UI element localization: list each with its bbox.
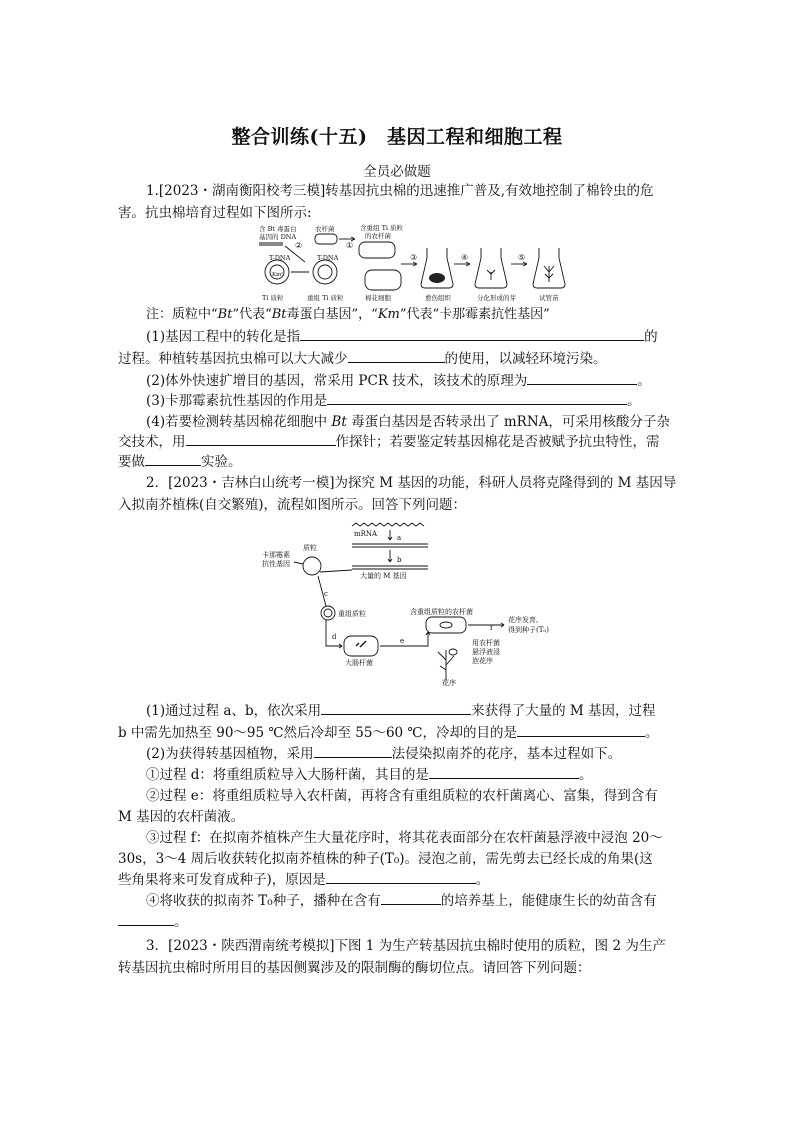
q1-part-1-line-2 xyxy=(118,348,678,370)
q2-fig-b: b xyxy=(397,556,402,564)
q2-fig-big-m: 大量的 M 基因 xyxy=(360,572,407,580)
q1-part-1-end: 的 xyxy=(644,329,658,345)
q1-cotton-cultivation-diagram xyxy=(255,222,595,304)
q2-fig-dip-2: 悬浮液浸 xyxy=(472,648,500,656)
q2-part-1-line-1 xyxy=(146,700,678,722)
q2-part-1-end: 来获得了大量的 M 基因，过程 xyxy=(471,703,656,719)
q1-fig-dna-label-2: 基因的 DNA xyxy=(259,233,297,241)
answer-blank[interactable] xyxy=(429,764,579,779)
answer-blank[interactable] xyxy=(118,911,174,926)
q1-fig-dna-label-1: 含 Bt 毒蛋白 xyxy=(259,225,297,233)
q1-part-1-prompt: (1)基因工程中的转化是指 xyxy=(146,329,301,345)
q1-fig-tdna-2: T-DNA xyxy=(317,254,339,262)
q1-fig-step-2: ② xyxy=(295,241,303,250)
q1-note-km: Km xyxy=(377,307,400,322)
q1-fig-recomb-agro-1: 含重组 Ti 质粒 xyxy=(360,224,404,232)
q2-step-f-prompt: 些角果将来可发育成种子)，原因是 xyxy=(118,872,326,888)
q2-step-4-line-1 xyxy=(146,890,678,912)
q2-part-1-end-2: 。 xyxy=(645,725,659,741)
q1-part-1-line-1 xyxy=(146,326,678,348)
q2-step-d xyxy=(146,764,678,786)
q2-fig-recomb: 重组质粒 xyxy=(338,610,366,618)
q1-fig-step-4: ④ xyxy=(461,253,469,262)
q2-part-2-end: 法侵染拟南芥的花序，基本过程如下。 xyxy=(391,746,622,762)
q1-part-4-line-2 xyxy=(118,431,678,453)
q1-note-part-b: ”代表“ xyxy=(232,307,272,322)
q1-note-part-d: ”代表“卡那霉素抗性基因” xyxy=(399,307,550,322)
q2-fig-a: a xyxy=(397,534,402,542)
q1-fig-recomb-agro-2: 的农杆菌 xyxy=(365,232,391,240)
q2-step-4-end: 。 xyxy=(174,914,188,930)
answer-blank[interactable] xyxy=(381,890,441,905)
q1-part-4-prompt: (4)若要检测转基因棉花细胞中 xyxy=(146,414,332,430)
q1-fig-tdna-1: T-DNA xyxy=(269,254,291,262)
q1-part-4-bt: Bt xyxy=(331,414,347,430)
q1-part-4-rest: 毒蛋白基因是否转录出了 mRNA，可采用核酸分子杂 xyxy=(346,414,670,430)
q1-part-2 xyxy=(146,370,678,392)
q1-fig-step-5: ⑤ xyxy=(518,253,526,262)
q2-step-e-line-1: ②过程 e：将重组质粒导入农杆菌，再将含有重组质粒的农杆菌离心、富集，得到含有 xyxy=(146,788,658,804)
answer-blank[interactable] xyxy=(527,370,637,385)
q2-part-1-line-2 xyxy=(118,722,678,744)
answer-blank[interactable] xyxy=(300,326,644,341)
q2-step-f-line-1: ③过程 f：在拟南芥植株产生大量花序时，将其花表面部分在农杆菌悬浮液中浸泡 20～ xyxy=(146,830,663,846)
q1-part-4-prompt-2: 交技术，用 xyxy=(118,434,186,450)
q2-fig-d: d xyxy=(332,633,337,641)
q1-part-1-end-2: 的使用，以减轻环境污染。 xyxy=(444,351,607,367)
q1-fig-cap-callus: 愈伤组织 xyxy=(425,294,451,302)
q2-fig-f: f xyxy=(490,624,493,632)
q2-fig-kan-2: 抗性基因 xyxy=(262,560,290,568)
q1-note-part-c: 毒蛋白基因”，“ xyxy=(286,307,378,322)
q2-fig-dip-1: 用农杆菌 xyxy=(472,639,500,647)
q1-part-4-line-1 xyxy=(146,411,678,433)
section-heading: 全员必做题 xyxy=(363,164,431,180)
q1-part-4-line-3 xyxy=(118,451,678,473)
q1-part-3 xyxy=(146,390,678,412)
q1-fig-cap-ti: Ti 质粒 xyxy=(262,294,284,302)
q2-part-2-prompt: (2)为获得转基因植物，采用 xyxy=(146,746,314,762)
q1-part-1-prompt-2: 过程。种植转基因抗虫棉可以大大减少 xyxy=(118,351,348,367)
page-title: 整合训练(十五) 基因工程和细胞工程 xyxy=(231,126,563,148)
q1-part-4-end-2: 作探针；若要鉴定转基因棉花是否被赋予抗虫特性，需 xyxy=(335,434,660,450)
q2-step-f-end: 。 xyxy=(475,872,490,888)
q1-fig-kanr: Kmʳ xyxy=(272,272,284,278)
answer-blank[interactable] xyxy=(321,700,471,715)
answer-blank[interactable] xyxy=(314,743,392,758)
q2-step-d-prompt: ①过程 d：将重组质粒导入大肠杆菌，其目的是 xyxy=(146,767,429,783)
q2-part-1-prompt: (1)通过过程 a、b，依次采用 xyxy=(146,703,322,719)
q1-part-4-prompt-3: 要做 xyxy=(118,454,145,470)
q1-note-bt-2: Bt xyxy=(271,307,287,322)
q2-part-1-prompt-2: b 中需先加热至 90～95 ℃然后冷却至 55～60 ℃，冷却的目的是 xyxy=(118,725,518,741)
q2-step-4-line-2 xyxy=(118,911,678,933)
q2-fig-ecoli: 大肠杆菌 xyxy=(345,659,373,667)
q2-fig-dip-3: 泡花序 xyxy=(472,657,493,665)
q1-note xyxy=(146,304,678,326)
q2-step-f-line-2: 30s，3～4 周后收获转化拟南芥植株的种子(T₀)。浸泡之前，需先剪去已经长成的角果(这 xyxy=(118,851,653,867)
q2-fig-inflo: 花序 xyxy=(442,679,456,687)
q2-fig-seed-2: 得到种子(T₀) xyxy=(508,626,549,634)
q1-fig-cap-tube: 试管苗 xyxy=(539,294,559,302)
q1-part-3-end: 。 xyxy=(627,393,641,409)
q2-step-f-line-3 xyxy=(118,869,678,891)
q2-fig-kan-1: 卡那霉素 xyxy=(262,551,290,559)
q1-note-part-a: 注：质粒中“ xyxy=(146,307,218,322)
q2-step-e-line-2: M 基因的农杆菌液。 xyxy=(118,809,245,825)
q1-fig-agro-label: 农杆菌 xyxy=(315,225,335,233)
answer-blank[interactable] xyxy=(326,869,476,884)
q1-part-3-prompt: (3)卡那霉素抗性基因的作用是 xyxy=(146,393,328,409)
q1-note-bt-1: Bt xyxy=(217,307,233,322)
q2-stem-line-2: 入拟南芥植株(自交繁殖)，流程如图所示。回答下列问题： xyxy=(118,497,467,513)
q2-stem-line-1: 2．[2023・吉林白山统考一模]为探究 M 基因的功能，科研人员将克隆得到的 M 基因导 xyxy=(146,475,677,491)
q2-fig-c: c xyxy=(324,590,328,598)
q1-part-4-end-3: 实验。 xyxy=(201,454,242,470)
q3-stem-line-1: 3．[2023・陕西渭南统考模拟]下图 1 为生产转基因抗虫棉时使用的质粒，图 2 为生产 xyxy=(146,938,666,954)
q1-fig-cap-bud: 分化形成的芽 xyxy=(477,294,516,302)
q2-step-4-prompt: ④将收获的拟南芥 T₀种子，播种在含有 xyxy=(146,893,381,909)
q2-fig-plasmid: 质粒 xyxy=(303,544,317,552)
answer-blank[interactable] xyxy=(327,390,627,405)
q1-fig-cap-cotton: 棉花细胞 xyxy=(365,294,391,302)
answer-blank[interactable] xyxy=(348,348,445,363)
answer-blank[interactable] xyxy=(186,431,336,446)
q1-stem-line-2: 害。抗虫棉培育过程如下图所示: xyxy=(118,205,312,221)
q2-step-4-mid: 的培养基上，能健康生长的幼苗含有 xyxy=(440,893,657,909)
q2-fig-seed-1: 花序发育, xyxy=(508,616,539,624)
q1-fig-cap-recomb-ti: 重组 Ti 质粒 xyxy=(307,294,344,302)
answer-blank[interactable] xyxy=(517,722,645,737)
q2-part-2-line xyxy=(146,743,678,765)
q1-stem-line-1: 1.[2023・湖南衡阳校考三模]转基因抗虫棉的迅速推广普及,有效地控制了棉铃虫的危 xyxy=(146,183,654,199)
q1-fig-step-3: ③ xyxy=(410,253,418,262)
q3-stem-line-2: 转基因抗虫棉时所用目的基因侧翼涉及的限制酶的酶切位点。请回答下列问题： xyxy=(118,960,591,976)
q1-part-2-prompt: (2)体外快速扩增目的基因，常采用 PCR 技术，该技术的原理为 xyxy=(146,373,528,389)
q2-fig-e: e xyxy=(400,637,405,645)
q2-transformation-flow-diagram xyxy=(260,520,550,690)
q1-fig-step-1: ① xyxy=(346,241,354,250)
q2-step-d-end: 。 xyxy=(578,767,593,783)
q2-fig-agro: 含重组质粒的农杆菌 xyxy=(410,608,473,616)
q1-part-2-end: 。 xyxy=(637,373,651,389)
q2-fig-mrna: mRNA xyxy=(354,530,378,538)
answer-blank[interactable] xyxy=(145,451,201,466)
